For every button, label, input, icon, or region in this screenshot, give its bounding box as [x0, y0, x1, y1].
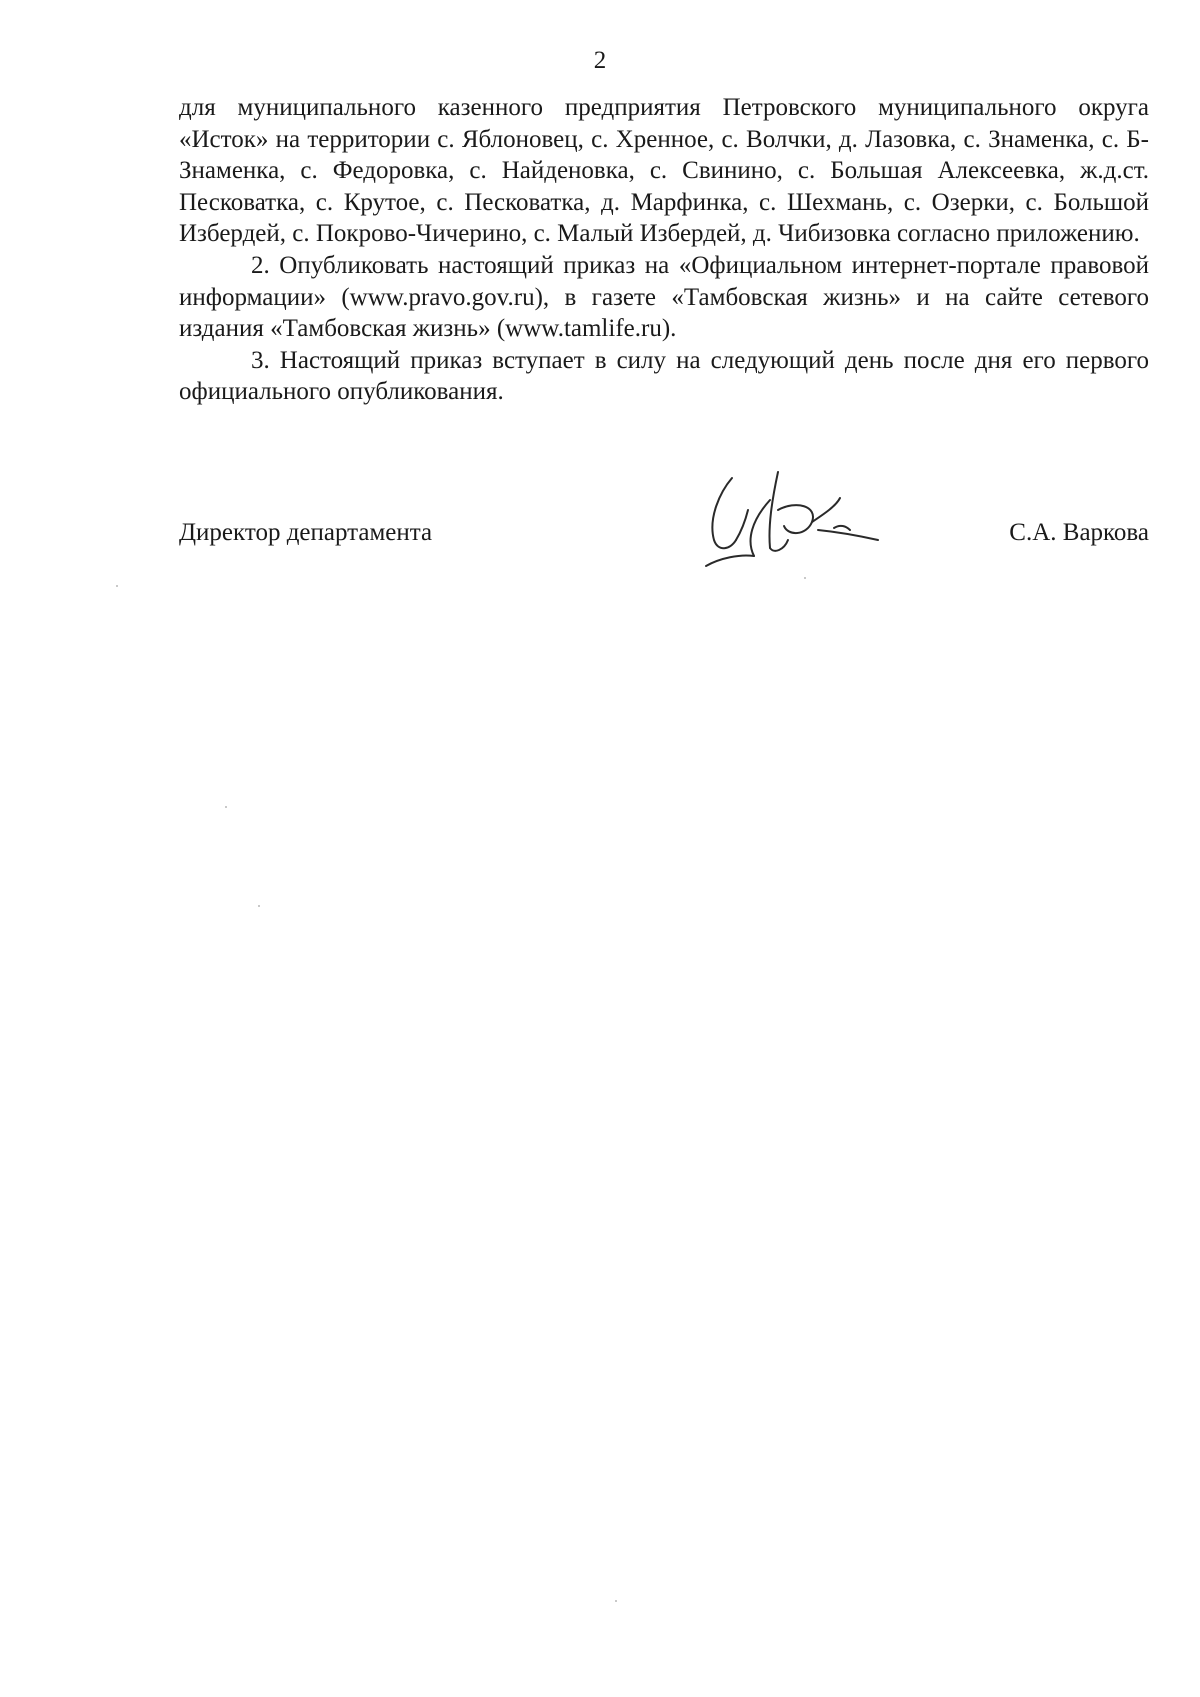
paragraph-continuation: для муниципального казенного предприятия Петровского муниципального округа «Исток» на территории с. Яблоновец, с. Хренное, с. Волчки, д. Лазовка, с. Знаменка, с. Б-Знаменка, с. Федоровка, с. Найденовка, с. Свинино, с. Большая Алексеевка, ж.д.ст. Песковатка, с. Крутое, с. Песковатка, д. Марфинка, с. Шехмань, с. Озерки, с. Большой Избердей, с. Покрово-Чичерино, с. Малый Избердей, д. Чибизовка согласно приложению. — [179, 94, 1149, 248]
document-body — [179, 92, 1149, 408]
signatory-title: Директор департамента — [179, 519, 433, 546]
paragraph-publish: 2. Опубликовать настоящий приказ на «Официальном интернет-портале правовой информации» (www.pravo.gov.ru), в газете «Тамбовская жизнь» и на сайте сетевого издания «Тамбовская жизнь» (www.tamlife.ru). — [179, 251, 1149, 343]
page-number: 2 — [593, 47, 607, 74]
signature-block — [179, 516, 1149, 550]
signatory-name: С.А. Варкова — [1009, 519, 1149, 546]
paragraph-effective-date: 3. Настоящий приказ вступает в силу на следующий день после дня его первого официального опубликования. — [179, 346, 1149, 406]
